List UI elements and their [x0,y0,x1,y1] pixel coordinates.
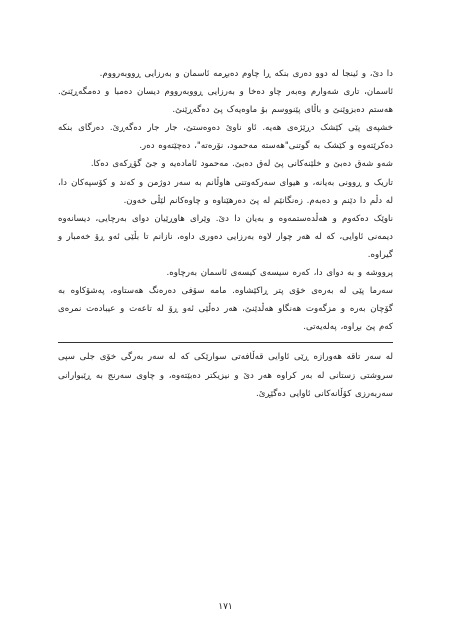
paragraph-3: خشپەی پێی کێشک دڕێژەی هەیە. ئاو ناوێ دەوەستێ، جار جار دەگەڕێ. دەرگای بنکە دەکرێتەوە و کێشک بە گوتنی"هەستە مەحمود، نۆرەتە"، دەچێتەوە دەر. [58,123,393,152]
paragraph-6: ناوێک دەکەوم و هەڵدەستمەوە و بەیان دا دێ. وێرای هاوڕێیان دوای بەرچایی، دیسانەوە دیمەنی ئاوایی، کە لە هەر چوار لاوە بەرزایی دەوری داوە، نازانم تا بڵێی ئەو ڕۆ خەمبار و گیراوە. [58,213,393,260]
text-body [58,65,393,565]
section-divider [58,342,393,343]
paragraph-4: شەو شەق دەبێ و خلێنەکانی پێ لەق دەبێ. مەحمود ئامادەیە و جێ گۆڕکەی دەکا. [90,159,393,170]
paragraph-7: پرووشە و بە دوای دا، کەرە سیسەی کیسەی ئاسمان بەرچاوە. [166,268,393,279]
paragraph-2: ئاسمان، تاری شەوارم وەبەر چاو دەخا و بەرزایی ڕووبەرووم دیسان دەمبا و دەمگەڕێنێ. هەستم دەبزوێنێ و باڵای پێنووسم بۆ ماوەیەک پێ دەگەڕێنێ. [58,87,393,116]
paragraph-9: لە سەر تاقە هەورازە ڕێی ئاوایی قەڵافەتی سوارێکی کە لە سەر بەرگی خۆی جلی سپی سروشتی زستانی لە بەر کراوە هەر دێ و نیزیکتر دەبێتەوە، و چاوی سەرنج بە ڕێبوارانی سەربەرزی کۆڵانەکانی ئاوایی دەگێڕێ. [58,352,393,399]
page-number: ١٧١ [218,602,233,612]
paragraph-5: تاریک و ڕوونی بەیانە، و هیوای سەرکەوتنی هاوڵانم بە سەر دوژمن و کەند و کۆسپەکان دا، لە دڵم دا دێنم و دەبەم. زەنگانێم لە پێ دەرهێناوە و چاوەکانم لێڵی خەون. [58,177,393,206]
paragraph-1: دا دێ، و ئینجا لە دوو دەری بنکە ڕا چاوم دەبڕمە ئاسمان و بەرزایی ڕووبەرووم. [99,69,393,79]
paragraph-8: سەرما پێی لە بەرەی خۆی پتر ڕاکێشاوە. مامە سۆفی دەرەنگ هەستاوە، پەشۆکاوە بە گۆچان بەرە و مزگەوت هەنگاو هەڵدێنێ، هەر دەڵێی ئەو ڕۆ لە تاعەت و عیبادەت نمرەی کەم پێ بڕاوە، پەلەیەتی. [58,286,393,333]
